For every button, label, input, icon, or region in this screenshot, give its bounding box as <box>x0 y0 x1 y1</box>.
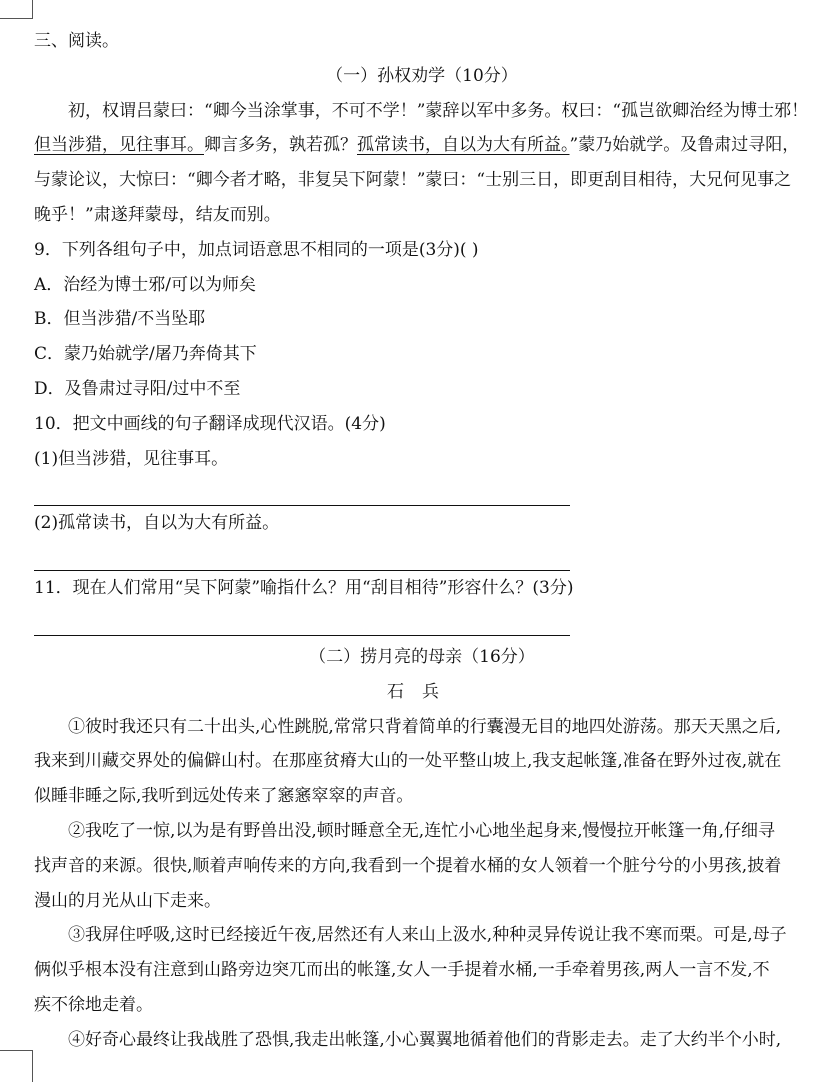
p1-line-2: 我来到川藏交界处的偏僻山村。在那座贫瘠大山的一处平整山坡上,我支起帐篷,准备在野外过夜,就在 <box>34 751 782 772</box>
passage1-line-2 <box>34 128 810 163</box>
page-corner-mark-bottom <box>0 1050 33 1082</box>
passage2-paragraph-1 <box>34 710 810 814</box>
passage1-line-4: 晚乎！”肃遂拜蒙母，结友而别。 <box>34 204 281 225</box>
passage1-line-2-end: ”蒙乃始就学。及鲁肃过寻阳， <box>569 135 800 156</box>
question-9-option-a: A．治经为博士邪/可以为师矣 <box>34 274 257 295</box>
question-9-option-d: D．及鲁肃过寻阳/过中不至 <box>34 378 241 399</box>
document-page <box>34 24 810 1058</box>
question-9-stem: 9．下列各组句子中，加点词语意思不相同的一项是(3分)( ) <box>34 239 479 260</box>
answer-line-3[interactable] <box>34 606 570 636</box>
passage1-title: （一）孙权劝学（10分） <box>326 65 518 86</box>
page-corner-mark-top <box>0 0 33 19</box>
author-name: 石兵 <box>387 681 457 702</box>
answer-line-2[interactable] <box>34 541 570 571</box>
p3-line-2: 俩似乎根本没有注意到山路旁边突兀而出的帐篷,女人一手提着水桶,一手牵着男孩,两人一言不发,不 <box>34 960 770 981</box>
passage2-title: （二）捞月亮的母亲（16分） <box>309 646 535 667</box>
p2-line-2: 找声音的来源。很快,顺着声响传来的方向,我看到一个提着水桶的女人领着一个脏兮兮的小男孩,披着 <box>34 855 782 876</box>
question-11-stem: 11．现在人们常用“吴下阿蒙”喻指什么？用“刮目相待”形容什么？(3分) <box>34 578 574 599</box>
passage2-paragraph-4 <box>34 1023 810 1058</box>
question-10-sentence-2: (2)孤常读书，自以为大有所益。 <box>34 513 280 534</box>
answer-line-1[interactable] <box>34 476 570 506</box>
question-9-option-c: C．蒙乃始就学/屠乃奔倚其下 <box>34 344 257 365</box>
p1-line-1: ①彼时我还只有二十出头,心性跳脱,常常只背着简单的行囊漫无目的地四处游荡。那天天黑之后, <box>68 716 782 737</box>
passage1-line-2-mid: 卿言多务，孰若孤？ <box>204 135 357 156</box>
question-10-stem: 10．把文中画线的句子翻译成现代汉语。(4分) <box>34 413 386 434</box>
passage1-text <box>34 94 810 233</box>
passage1-line-3: 与蒙论议，大惊曰：“卿今者才略，非复吴下阿蒙！”蒙曰：“士别三日，即更刮目相待，大兄何见事之 <box>34 170 792 191</box>
p3-line-1: ③我屏住呼吸,这时已经接近午夜,居然还有人来山上汲水,种种灵异传说让我不寒而栗。可是,母子 <box>68 925 787 946</box>
passage2-paragraph-3 <box>34 918 810 1022</box>
p1-line-3: 似睡非睡之际,我听到远处传来了窸窸窣窣的声音。 <box>34 786 414 807</box>
p3-line-3: 疾不徐地走着。 <box>34 994 153 1015</box>
question-10-sentence-1: (1)但当涉猎，见往事耳。 <box>34 448 229 469</box>
passage2-paragraph-2 <box>34 814 810 918</box>
section-heading: 三、阅读。 <box>34 31 119 51</box>
p2-line-3: 漫山的月光从山下走来。 <box>34 890 221 911</box>
passage2-author <box>34 675 810 710</box>
underlined-sentence-2: 孤常读书，自以为大有所益。 <box>357 135 570 156</box>
passage1-line-1: 初，权谓吕蒙曰：“卿今当涂掌事，不可不学！”蒙辞以军中多务。权曰：“孤岂欲卿治经为博士邪！ <box>68 100 809 121</box>
p4-line-1: ④好奇心最终让我战胜了恐惧,我走出帐篷,小心翼翼地循着他们的背影走去。走了大约半个小时, <box>68 1029 782 1050</box>
underlined-sentence-1: 但当涉猎，见往事耳。 <box>34 135 204 156</box>
question-9-option-b: B．但当涉猎/不当坠耶 <box>34 309 206 330</box>
p2-line-1: ②我吃了一惊,以为是有野兽出没,顿时睡意全无,连忙小心地坐起身来,慢慢拉开帐篷一角,仔细寻 <box>68 820 776 841</box>
